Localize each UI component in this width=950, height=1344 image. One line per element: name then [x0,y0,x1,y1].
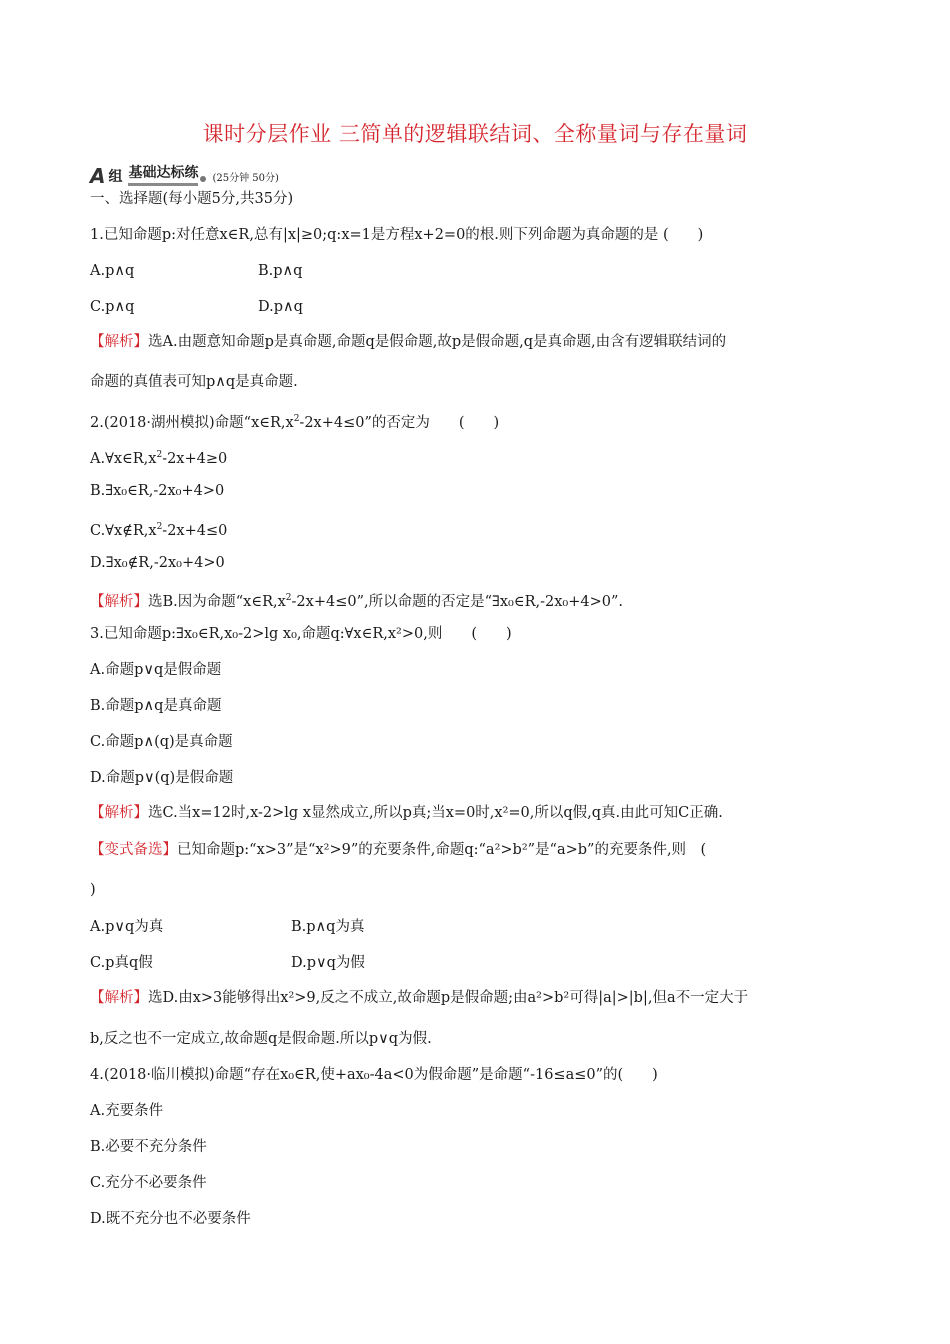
q1-option-d: D.p∧q [258,299,303,315]
group-header [90,160,279,186]
q4-option-a: A.充要条件 [90,1103,164,1119]
variant-analysis-text: 选D.由x>3能够得出x²>9,反之不成立,故命题p是假命题;由a²>b²可得|a|>|b|,但a不一定大于 [148,990,749,1006]
group-time: (25分钟 50分) [212,173,279,184]
q2-analysis-pre: 选B.因为命题“x∈R,x [148,593,286,610]
q2-c-pre: C.∀x∉R,x [90,522,157,539]
variant-stem-text: 已知命题p:“x>3”是“x²>9”的充要条件,命题q:“a²>b²”是“a>b”的充要条件,则 ( [177,842,707,858]
analysis-tag: 【解析】 [90,805,148,821]
variant-tag: 【变式备选】 [90,842,177,858]
variant-analysis [90,988,748,1008]
variant-stem [90,840,706,860]
q2-stem-post: -2x+4≤0”的否定为 ( ) [299,414,500,431]
analysis-tag: 【解析】 [90,334,148,350]
variant-option-a: A.p∨q为真 [90,919,164,935]
q2-stem-pre: 2.(2018·湖州模拟)命题“x∈R,x [90,414,294,431]
q4-option-c: C.充分不必要条件 [90,1175,207,1191]
section-heading: 一、选择题(每小题5分,共35分) [90,191,294,207]
analysis-text: 选A.由题意知命题p是真命题,命题q是假命题,故p是假命题,q是真命题,由含有逻辑联结词的 [148,334,727,350]
q2-a-post: -2x+4≥0 [162,450,228,467]
q1-option-a: A.p∧q [90,263,135,279]
q3-option-c: C.命题p∧(q)是真命题 [90,734,233,750]
page-title: 课时分层作业 三简单的逻辑联结词、全称量词与存在量词 [202,122,748,146]
dot-icon [200,176,206,182]
q2-option-c: $C.\forall x\notin R,x^2-2x+4\le 0$ [90,522,228,539]
q4-stem: 4.(2018·临川模拟)命题“存在x₀∈R,使+ax₀-4a<0为假命题”是命题“-16≤a≤0”的( ) [90,1067,658,1083]
group-name: 基础达标练 [128,162,198,186]
q2-c-post: -2x+4≤0 [162,522,228,539]
q2-analysis-post: -2x+4≤0”,所以命题的否定是“∃x₀∈R,-2x₀+4>0”. [291,593,624,610]
variant-stem-cont: ) [90,882,96,898]
q2-a-pre: A.∀x∈R,x [90,450,157,467]
q1-option-c: C.p∧q [90,299,135,315]
variant-analysis-cont: b,反之也不一定成立,故命题q是假命题.所以p∨q为假. [90,1031,432,1047]
analysis-tag: 【解析】 [90,593,148,610]
q1-stem: 1.已知命题p:对任意x∈R,总有|x|≥0;q:x=1是方程x+2=0的根.则下列命题为真命题的是 ( ) [90,227,704,243]
q3-analysis-text: 选C.当x=12时,x-2>lg x显然成立,所以p真;当x=0时,x²=0,所以q假,q真.由此可知C正确. [148,805,723,821]
q2-analysis: 【解析】选B.因为命题“$x\in R,x^2-2x+4\le 0$”,所以命题的否定是“∃x₀∈R,-2x₀+4>0”. [90,593,624,610]
group-label: 组 [108,169,123,185]
q1-analysis [90,332,726,352]
variant-option-b: B.p∧q为真 [291,919,365,935]
q3-option-b: B.命题p∧q是真命题 [90,698,222,714]
q3-option-d: D.命题p∨(q)是假命题 [90,770,234,786]
q3-analysis [90,803,723,823]
group-badge: A [90,164,106,188]
q1-analysis-cont: 命题的真值表可知p∧q是真命题. [90,374,298,390]
variant-option-c: C.p真q假 [90,955,153,971]
q1-option-b: B.p∧q [258,263,303,279]
q3-option-a: A.命题p∨q是假命题 [90,662,222,678]
q2-stem: 2.(2018·湖州模拟)命题“$x\in R,x^2-2x+4\le 0$”的否定为 ( ) [90,414,500,431]
variant-option-d: D.p∨q为假 [291,955,365,971]
q3-stem: 3.已知命题p:∃x₀∈R,x₀-2>lg x₀,命题q:∀x∈R,x²>0,则 ( ) [90,626,512,642]
q2-option-b: B.∃x₀∈R,-2x₀+4>0 [90,483,225,499]
q2-option-d: D.∃x₀∉R,-2x₀+4>0 [90,555,225,571]
q2-option-a: $A.\forall x\in R,x^2-2x+4\ge 0$ [90,450,228,467]
q4-option-b: B.必要不充分条件 [90,1139,207,1155]
q4-option-d: D.既不充分也不必要条件 [90,1211,251,1227]
analysis-tag: 【解析】 [90,990,148,1006]
